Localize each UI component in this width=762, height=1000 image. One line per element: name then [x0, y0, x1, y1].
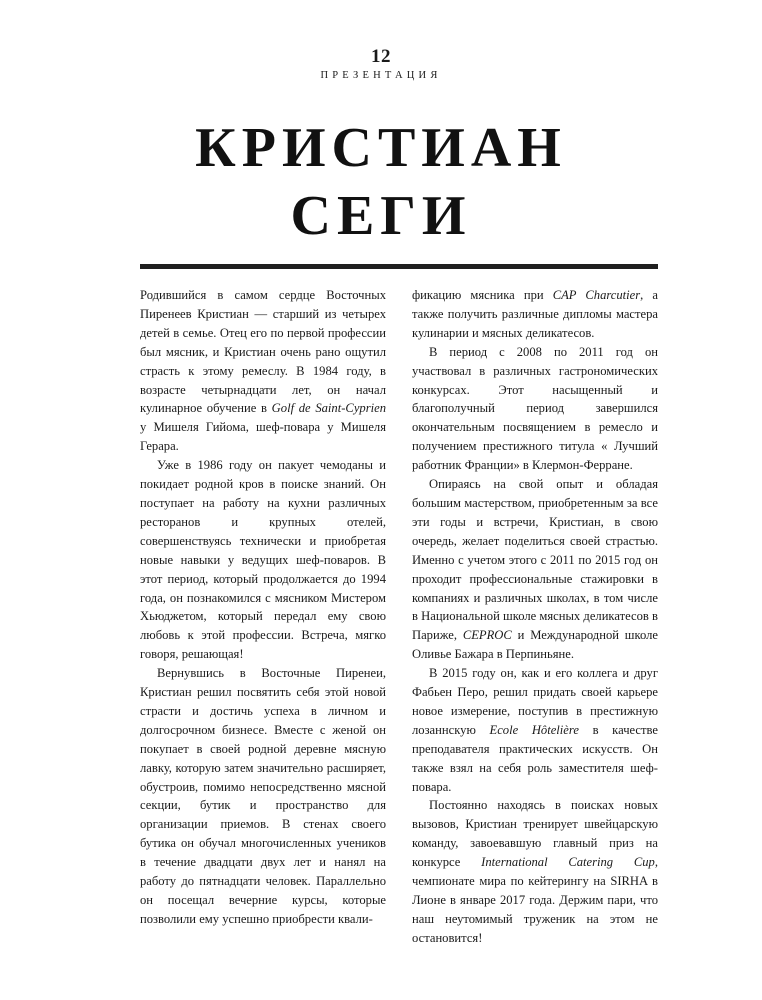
paragraph: Уже в 1986 году он пакует чемоданы и покидает родной кров в поиске знаний. Он поступает на работу на кухни различных ресторанов и крупных отелей, совершенствуясь технически и приобретая новые навыки у ведущих шеф-поваров. В этот период, который продолжается до 1994 года, он познакомился с мясником Мистером Хьюджетом, который передал ему свою любовь к этой профессии. Встреча, мягко говоря, решающая! [140, 458, 386, 662]
paragraph: Опираясь на свой опыт и обладая большим мастерством, приобретенным за все эти годы и встречи, Кристиан, в свою очередь, желает поделиться своей страстью. Именно с учетом этого с 2011 по 2015 год он проходит профессиональные стажировки в компаниях и различных школах, в том числе в Национальной школе мясных деликатесов в Париже, CEPROC и Международной школе Оливье Бажара в Перпиньяне. [412, 477, 658, 662]
section-label: ПРЕЗЕНТАЦИЯ [320, 70, 442, 81]
title-line-2: СЕГИ [290, 185, 472, 247]
paragraph: Постоянно находясь в поисках новых вызовов, Кристиан тренирует швейцарскую команду, завоевавшую главный приз на конкурсе International Catering Cup, чемпионате мира по кейтерингу на SIRHA в Лионе в январе 2017 года. Держим пари, что наш неутомимый труженик на этом не остановится! [412, 798, 658, 945]
title-divider [140, 264, 658, 269]
page-title [0, 114, 762, 250]
article-body [140, 286, 658, 948]
paragraph: Родившийся в самом сердце Восточных Пиренеев Кристиан — старший из четырех детей в семье. Отец его по первой профессии был мясник, и Кристиан очень рано ощутил страсть к этому ремеслу. В 1984 году, в возрасте четырнадцати лет, он начал кулинарное обучение в Golf de Saint-Cyprien у Мишеля Гийома, шеф-повара у Мишеля Герара. [140, 288, 386, 454]
page-number: 12 [371, 46, 391, 67]
right-column [412, 286, 658, 948]
paragraph: Вернувшись в Восточные Пиренеи, Кристиан решил посвятить себя этой новой страсти и достичь успеха в личном и долгосрочном бизнесе. Вместе с женой он покупает в своей родной деревне мясную лавку, которую затем значительно расширяет, обустроив, помимо непосредственно мясной секции, бутик и пространство для организации приемов. В стенах своего бутика он обучал многочисленных учеников в течение двадцати двух лет и нанял на работу до пятнадцати человек. Параллельно он посещал вечерние курсы, которые позволили ему успешно приобрести квали- [140, 666, 386, 926]
paragraph: В период с 2008 по 2011 год он участвовал в различных гастрономических конкурсах. Этот насыщенный и благополучный период завершился окончательным посвящением в ремесло и получением престижного титула « Лучший работник Франции» в Клермон-Ферране. [412, 344, 658, 473]
left-column [140, 286, 386, 948]
paragraph: фикацию мясника при CAP Charcutier, а также получить различные дипломы мастера кулинарии и мясных деликатесов. [412, 288, 659, 340]
title-line-1: КРИСТИАН [195, 117, 567, 179]
paragraph: В 2015 году он, как и его коллега и друг Фабьен Перо, решил придать своей карьере новое измерение, поступив в престижную лозаннскую Ecole Hôtelière в качестве преподавателя практических искусств. Он также взял на себя роль заместителя шеф-повара. [412, 666, 658, 794]
